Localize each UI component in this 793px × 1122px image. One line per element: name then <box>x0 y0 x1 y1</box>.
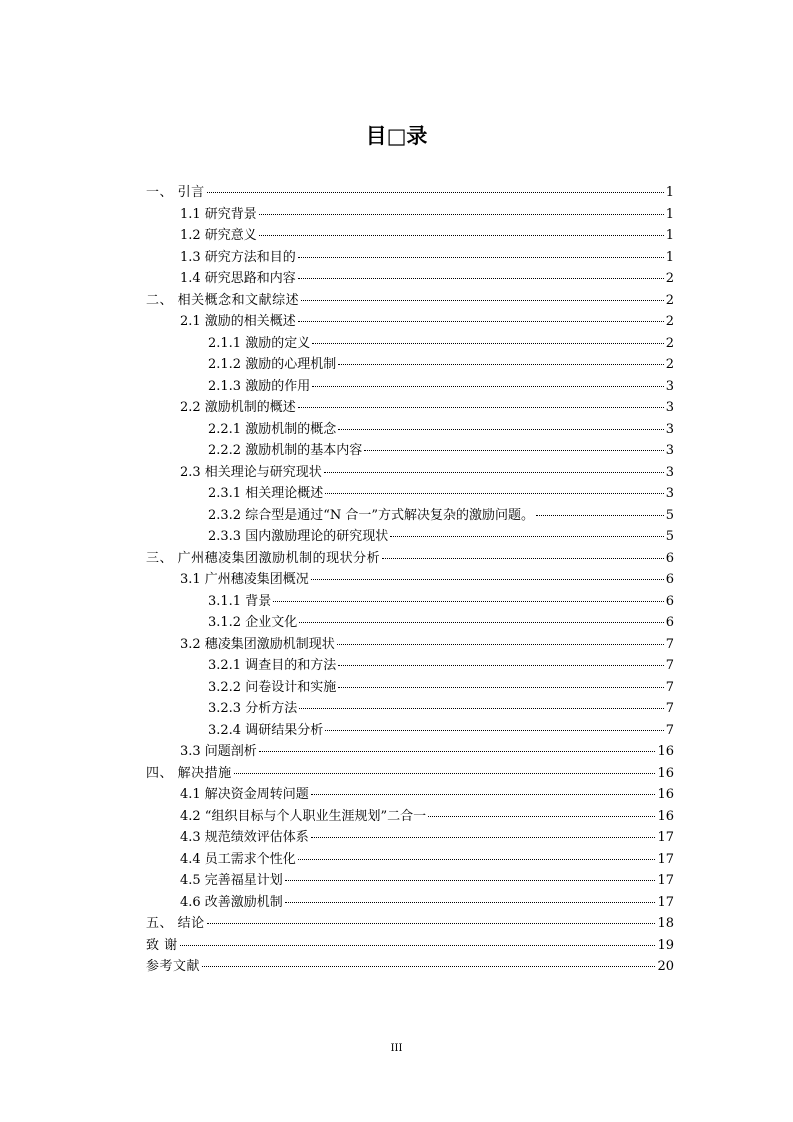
toc-entry-page: 1 <box>665 228 674 243</box>
toc-entry-page: 7 <box>665 722 674 738</box>
toc-dot-leader <box>337 640 664 645</box>
toc-entry-label: 1.2 研究意义 <box>180 228 257 243</box>
toc-entry-page: 17 <box>657 851 674 867</box>
toc-dot-leader <box>382 554 664 559</box>
toc-dot-leader <box>428 812 655 817</box>
toc-dot-leader <box>325 726 664 731</box>
toc-entry-page: 3 <box>665 400 674 415</box>
toc-entry-label: 2.3 相关理论与研究现状 <box>180 464 322 480</box>
toc-entry-page: 3 <box>665 378 674 394</box>
toc-entry-label: 4.1 解决资金周转问题 <box>180 787 309 802</box>
toc-entry-page: 19 <box>657 937 674 953</box>
toc-dot-leader <box>298 274 664 279</box>
toc-entry-label: 1.4 研究思路和内容 <box>180 271 296 286</box>
toc-dot-leader <box>299 618 664 623</box>
toc-entry[interactable] <box>146 956 674 978</box>
toc-dot-leader <box>312 339 664 344</box>
toc-dot-leader <box>234 769 656 774</box>
toc-entry-label: 2.2.2 激励机制的基本内容 <box>208 443 363 458</box>
toc-entry-label: 2.1.2 激励的心理机制 <box>208 357 337 372</box>
toc-entry-page: 3 <box>665 486 674 501</box>
toc-entry[interactable] <box>146 483 674 505</box>
toc-entry-label: 2.3.2 综合型是通过“N 合一”方式解决复杂的激励问题。 <box>208 507 535 523</box>
toc-entry-label: 4.3 规范绩效评估体系 <box>180 830 309 845</box>
toc-dot-leader <box>324 468 664 473</box>
toc-entry[interactable] <box>146 419 674 441</box>
toc-entry[interactable] <box>146 827 674 849</box>
toc-entry-label: 3.1.1 背景 <box>208 593 272 609</box>
toc-entry-page: 2 <box>665 357 674 372</box>
toc-entry[interactable] <box>146 182 674 204</box>
toc-entry-page: 16 <box>657 744 674 759</box>
page-number-footer: III <box>390 1043 403 1054</box>
toc-entry[interactable] <box>146 569 674 591</box>
toc-entry-page: 6 <box>665 593 674 609</box>
toc-entry-label: 二、 相关概念和文献综述 <box>146 292 300 308</box>
toc-entry-page: 5 <box>665 529 674 544</box>
toc-entry-label: 2.1 激励的相关概述 <box>180 314 296 329</box>
toc-entry-page: 20 <box>657 959 674 974</box>
toc-entry-label: 参考文献 <box>146 959 201 974</box>
toc-dot-leader <box>390 532 664 537</box>
toc-entry-page: 17 <box>657 873 674 888</box>
toc-dot-leader <box>298 317 664 322</box>
toc-entry[interactable] <box>146 892 674 914</box>
toc-entry-label: 3.3 问题剖析 <box>180 744 257 759</box>
toc-entry-label: 3.1 广州穗凌集团概况 <box>180 572 309 587</box>
toc-dot-leader <box>338 661 664 666</box>
toc-dot-leader <box>202 962 655 967</box>
toc-entry-page: 2 <box>665 292 674 308</box>
toc-entry-label: 2.3.1 相关理论概述 <box>208 486 324 501</box>
toc-entry-label: 1.1 研究背景 <box>180 206 257 222</box>
toc-entry-page: 2 <box>665 314 674 329</box>
toc-entry-label: 4.4 员工需求个性化 <box>180 851 296 867</box>
toc-entry[interactable] <box>146 698 674 720</box>
toc-entry-page: 16 <box>657 765 674 781</box>
toc-entry[interactable] <box>146 591 674 613</box>
toc-entry-page: 7 <box>665 658 674 673</box>
toc-entry-page: 5 <box>665 507 674 523</box>
toc-dot-leader <box>259 747 656 752</box>
toc-entry-page: 3 <box>665 421 674 437</box>
toc-dot-leader <box>364 446 664 451</box>
toc-entry-page: 1 <box>665 185 674 200</box>
toc-entry[interactable] <box>146 462 674 484</box>
table-of-contents <box>146 182 674 978</box>
toc-dot-leader <box>301 296 664 301</box>
toc-entry-page: 6 <box>665 550 674 566</box>
toc-entry-label: 2.2.1 激励机制的概念 <box>208 421 337 437</box>
toc-entry[interactable] <box>146 612 674 634</box>
toc-dot-leader <box>312 382 664 387</box>
toc-dot-leader <box>298 855 656 860</box>
toc-entry-label: 3.2.1 调查目的和方法 <box>208 658 337 673</box>
toc-entry[interactable] <box>146 763 674 785</box>
toc-entry[interactable] <box>146 784 674 806</box>
toc-dot-leader <box>285 876 656 881</box>
toc-dot-leader <box>311 790 656 795</box>
toc-entry[interactable] <box>146 311 674 333</box>
toc-entry-page: 7 <box>665 636 674 652</box>
toc-entry[interactable] <box>146 913 674 935</box>
toc-entry-label: 3.2 穗凌集团激励机制现状 <box>180 636 335 652</box>
toc-dot-leader <box>325 489 664 494</box>
toc-entry-page: 16 <box>657 787 674 802</box>
toc-entry-label: 三、 广州穗凌集团激励机制的现状分析 <box>146 550 381 566</box>
toc-entry[interactable] <box>146 677 674 699</box>
toc-entry[interactable] <box>146 290 674 312</box>
toc-entry-page: 6 <box>665 572 674 587</box>
toc-entry-label: 一、 引言 <box>146 185 205 200</box>
toc-entry[interactable] <box>146 505 674 527</box>
toc-entry[interactable] <box>146 268 674 290</box>
toc-entry-label: 3.2.2 问卷设计和实施 <box>208 679 337 695</box>
toc-entry-page: 7 <box>665 679 674 695</box>
toc-entry[interactable] <box>146 204 674 226</box>
toc-entry[interactable] <box>146 655 674 677</box>
toc-dot-leader <box>298 403 664 408</box>
toc-entry[interactable] <box>146 548 674 570</box>
toc-entry-page: 3 <box>665 443 674 458</box>
toc-entry-label: 2.1.1 激励的定义 <box>208 335 311 351</box>
toc-entry-label: 3.2.3 分析方法 <box>208 701 298 716</box>
toc-dot-leader <box>259 210 664 215</box>
toc-entry-label: 2.2 激励机制的概述 <box>180 400 296 415</box>
toc-entry-page: 16 <box>657 808 674 824</box>
toc-entry-label: 2.1.3 激励的作用 <box>208 378 311 394</box>
toc-entry-page: 6 <box>665 615 674 630</box>
toc-entry-page: 1 <box>665 249 674 265</box>
toc-dot-leader <box>338 683 664 688</box>
toc-entry[interactable] <box>146 247 674 269</box>
toc-dot-leader <box>285 898 656 903</box>
toc-entry[interactable] <box>146 634 674 656</box>
toc-entry[interactable] <box>146 870 674 892</box>
toc-entry-page: 2 <box>665 335 674 351</box>
toc-entry[interactable] <box>146 526 674 548</box>
toc-dot-leader <box>207 919 656 924</box>
toc-entry-label: 3.1.2 企业文化 <box>208 615 298 630</box>
toc-entry-label: 致 谢 <box>146 937 178 953</box>
toc-entry[interactable] <box>146 354 674 376</box>
toc-entry[interactable] <box>146 225 674 247</box>
toc-entry[interactable] <box>146 720 674 742</box>
toc-entry[interactable] <box>146 849 674 871</box>
toc-entry-page: 2 <box>665 271 674 286</box>
toc-entry-label: 4.6 改善激励机制 <box>180 894 283 910</box>
toc-dot-leader <box>536 511 664 516</box>
toc-entry[interactable] <box>146 397 674 419</box>
toc-entry-page: 17 <box>657 830 674 845</box>
toc-dot-leader <box>311 833 656 838</box>
toc-entry-page: 18 <box>657 916 674 931</box>
toc-entry-label: 4.5 完善福星计划 <box>180 873 283 888</box>
toc-entry-label: 3.2.4 调研结果分析 <box>208 722 324 738</box>
toc-entry[interactable] <box>146 806 674 828</box>
toc-entry[interactable] <box>146 376 674 398</box>
toc-entry-page: 7 <box>665 701 674 716</box>
toc-dot-leader <box>299 704 664 709</box>
toc-entry-label: 五、 结论 <box>146 916 205 931</box>
toc-dot-leader <box>338 360 664 365</box>
toc-dot-leader <box>298 253 664 258</box>
toc-entry[interactable] <box>146 333 674 355</box>
toc-entry[interactable] <box>146 440 674 462</box>
toc-entry-page: 1 <box>665 206 674 222</box>
toc-dot-leader <box>273 597 664 602</box>
toc-entry-label: 2.3.3 国内激励理论的研究现状 <box>208 529 389 544</box>
toc-entry[interactable] <box>146 741 674 763</box>
toc-dot-leader <box>259 231 664 236</box>
toc-entry-page: 17 <box>657 894 674 910</box>
toc-entry-label: 1.3 研究方法和目的 <box>180 249 296 265</box>
toc-entry-label: 四、 解决措施 <box>146 765 232 781</box>
toc-entry-label: 4.2 “组织目标与个人职业生涯规划”二合一 <box>180 808 427 824</box>
toc-dot-leader <box>338 425 664 430</box>
toc-dot-leader <box>311 575 664 580</box>
page-title: 目□录 <box>365 124 428 148</box>
toc-entry-page: 3 <box>665 464 674 480</box>
toc-dot-leader <box>180 941 656 946</box>
toc-entry[interactable] <box>146 935 674 957</box>
toc-dot-leader <box>207 188 664 193</box>
